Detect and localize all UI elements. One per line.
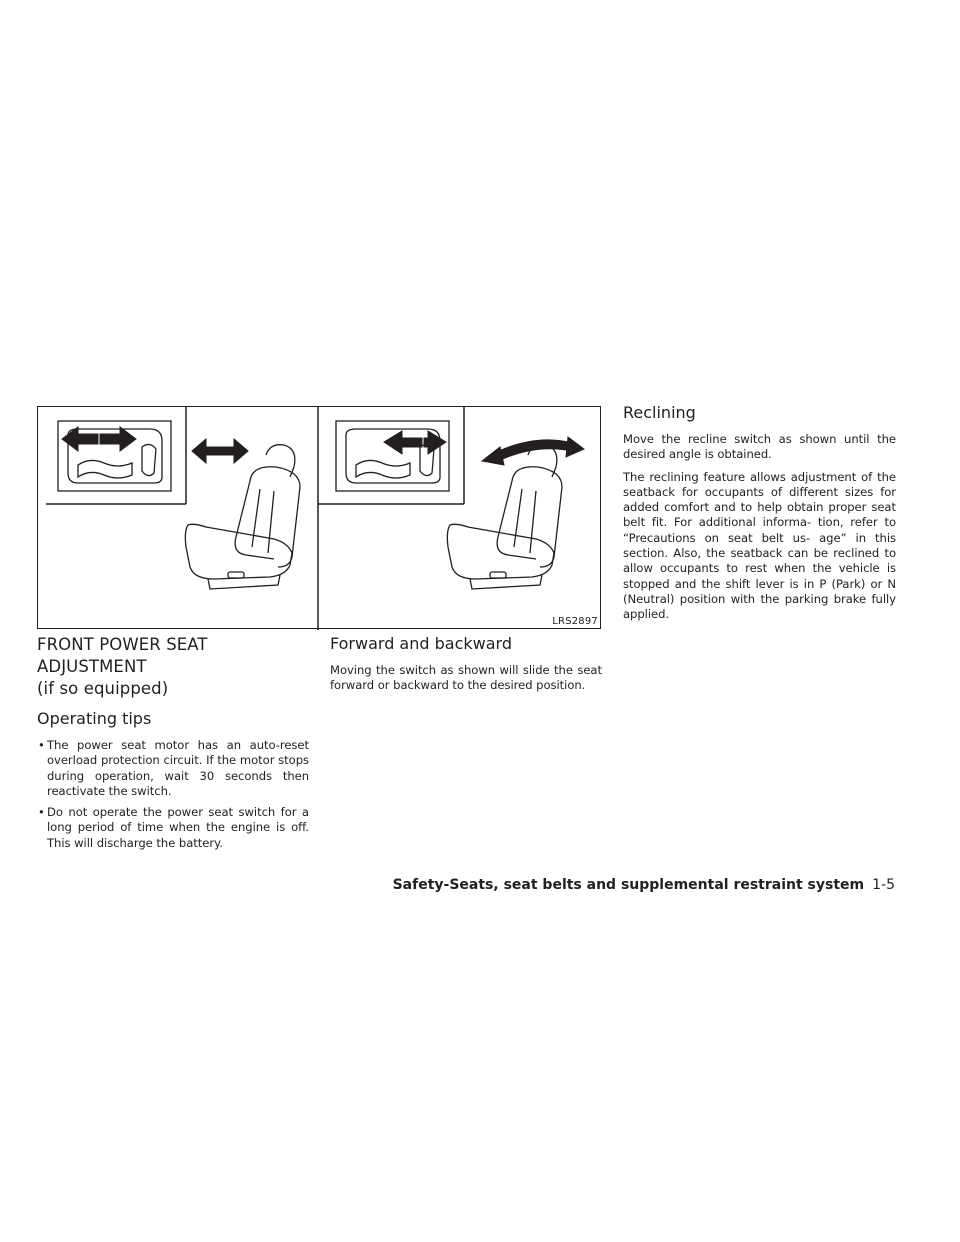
- column-left: [37, 634, 309, 857]
- column-middle: [330, 634, 602, 701]
- recline-arrow-inset: [384, 431, 446, 454]
- recline-arrow-curved: [482, 437, 584, 465]
- forward-backward-text: Moving the switch as shown will slide the seat forward or backward to the desired position.: [330, 663, 602, 693]
- left-switch-inset: [46, 407, 186, 504]
- list-item-text: The power seat motor has an auto-reset overload protection circuit. If the motor stops during operation, wait 30 seconds then reactivate the switch.: [47, 738, 309, 798]
- operating-tips-heading: Operating tips: [37, 709, 152, 728]
- page-footer: [393, 877, 895, 893]
- section-title-line2: (if so equipped): [37, 679, 169, 698]
- slide-arrow-inset-left: [62, 427, 136, 451]
- reclining-paragraph-1: Move the recline switch as shown until the desired angle is obtained.: [623, 432, 896, 462]
- reclining-paragraph-2: The reclining feature allows adjustment of the seatback for occupants of different sizes for added comfort and to help obtain proper seat belt fit. For additional informa- tion, refer to “Precautions on seat belt us- age” in this section. Also, the seatback can be reclined to allow occupants to rest when the vehicle is stopped and the shift lever is in P (Park) or N (Neutral) position with the parking brake fully applied.: [623, 469, 896, 622]
- operating-tips-list: [37, 738, 309, 851]
- slide-arrow-left: [192, 439, 248, 463]
- right-switch-inset: [318, 407, 464, 504]
- forward-backward-heading: Forward and backward: [330, 634, 512, 653]
- section-title-line1: FRONT POWER SEAT ADJUSTMENT: [37, 635, 208, 676]
- bullet-icon: •: [38, 738, 45, 752]
- seat-left: [185, 445, 300, 589]
- list-item: [37, 805, 309, 851]
- bullet-icon: •: [38, 805, 45, 820]
- seat-diagram: [38, 407, 602, 630]
- seat-adjustment-illustration: [37, 406, 601, 629]
- footer-chapter-title: Safety-Seats, seat belts and supplemental restraint system: [392, 877, 865, 893]
- figure-id: LRS2897: [552, 616, 598, 627]
- list-item: [37, 738, 309, 799]
- section-title: [37, 634, 309, 700]
- column-right: [623, 403, 896, 630]
- list-item-text: Do not operate the power seat switch for a long period of time when the engine is off. This will discharge the battery.: [47, 805, 309, 850]
- page-number: 1-5: [872, 877, 895, 893]
- reclining-heading: Reclining: [623, 403, 696, 422]
